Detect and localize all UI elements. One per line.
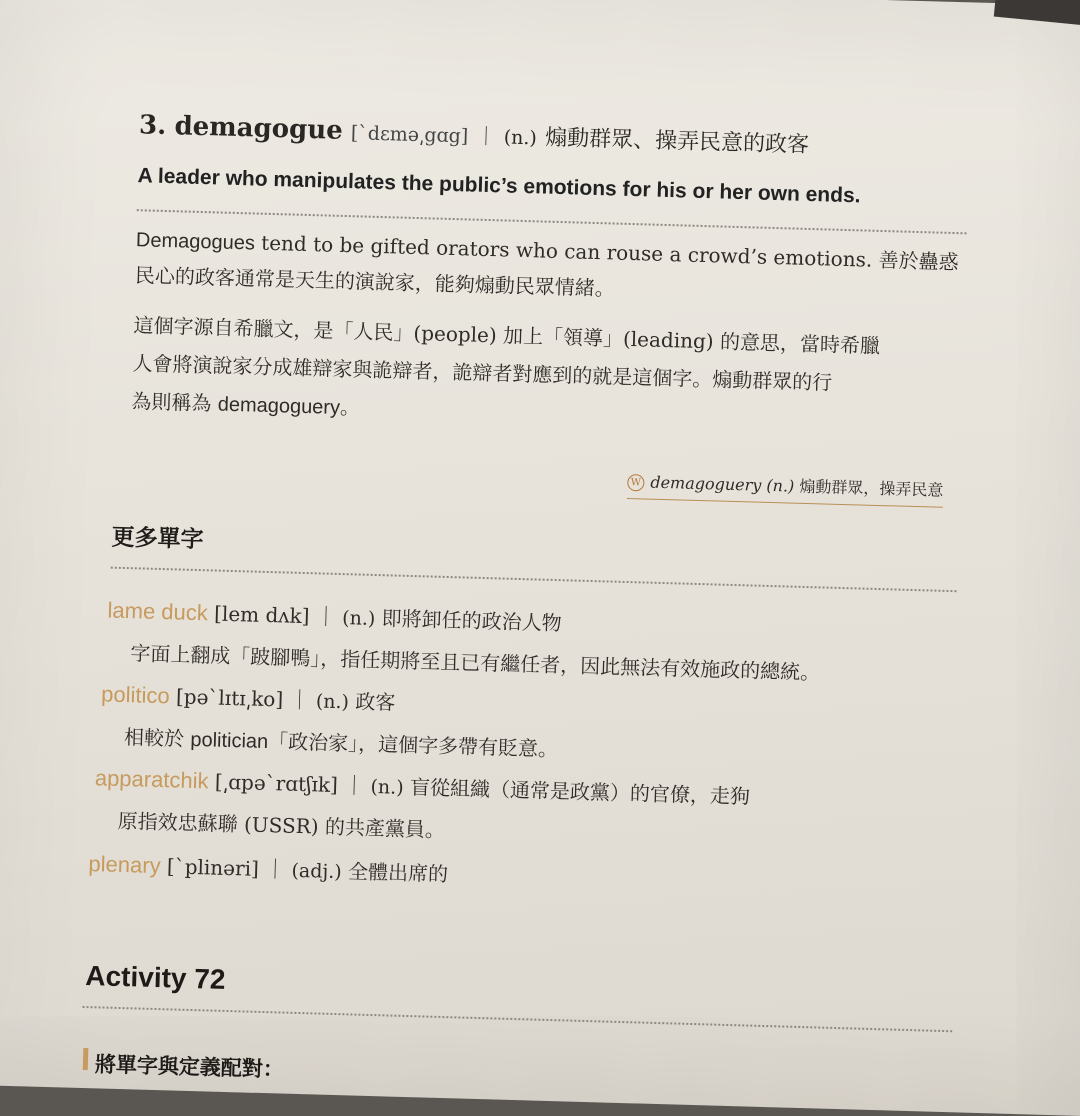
word-pos: (n.) bbox=[315, 690, 350, 714]
entry-zh-definition: 煽動群眾、操弄民意的政客 bbox=[544, 125, 810, 158]
note-keyword: politician bbox=[190, 728, 269, 754]
example-keyword: Demagogues bbox=[135, 229, 256, 255]
word-term: lame duck bbox=[107, 597, 209, 626]
note-start: 相較於 bbox=[123, 725, 191, 751]
origin-line-1: 這個字源自希臘文，是「人民」(people) 加上「領導」(leading) 的意思，當時希臘 bbox=[133, 313, 881, 358]
word-term: apparatchik bbox=[94, 765, 209, 794]
word-pos: (n.) bbox=[341, 607, 376, 630]
w-badge-icon: W bbox=[627, 474, 644, 491]
page-edge-shadow bbox=[994, 0, 1080, 29]
see-also-pos: (n.) bbox=[766, 475, 795, 496]
see-also-zh: 煽動群眾，操弄民意 bbox=[799, 476, 944, 500]
example-zh-start: 善於蠱惑 bbox=[878, 247, 959, 275]
word-row-lame-duck bbox=[107, 595, 562, 637]
origin-line-2: 人會將演說家分成雄辯家與詭辯者，詭辯者對應到的就是這個字。煽動群眾的行 bbox=[132, 351, 833, 395]
word-row-politico bbox=[101, 678, 396, 715]
example-sentence: tend to be gifted orators who can rouse a crowd’s emotions. bbox=[254, 230, 879, 272]
entry-number: 3. bbox=[138, 110, 167, 141]
word-zh: 政客 bbox=[355, 689, 396, 715]
word-note-politico bbox=[124, 721, 559, 762]
word-pos: (n.) bbox=[370, 775, 404, 799]
word-term: plenary bbox=[88, 851, 161, 879]
divider-dotted-2 bbox=[111, 567, 957, 593]
word-zh: 即將卸任的政治人物 bbox=[381, 606, 562, 636]
word-zh: 全體出席的 bbox=[347, 859, 449, 887]
word-zh: 盲從組織（通常是政黨）的官僚，走狗 bbox=[409, 775, 751, 809]
more-words-title: 更多單字 bbox=[111, 523, 204, 553]
word-note-lame-duck: 字面上翻成「跛腳鴨」，指任期將至且已有繼任者，因此無法有效施政的總統。 bbox=[130, 641, 821, 685]
word-separator: ｜ bbox=[264, 857, 286, 882]
word-term: politico bbox=[100, 681, 171, 709]
word-ipa: [͵ɑpəˋrɑtʃɪk] bbox=[214, 769, 339, 798]
origin-line-3 bbox=[131, 391, 360, 418]
entry-ipa: [ˋdɛmə͵gɑg] bbox=[350, 122, 469, 148]
entry-pos: (n.) bbox=[503, 126, 538, 150]
word-separator: ｜ bbox=[289, 687, 310, 713]
see-also-box bbox=[627, 469, 944, 508]
example-line-2: 民心的政客通常是天生的演說家，能夠煽動民眾情緒。 bbox=[134, 263, 616, 301]
word-separator: ｜ bbox=[343, 773, 365, 798]
word-row-plenary bbox=[88, 848, 448, 887]
entry-en-definition: A leader who manipulates the public’s emotions for his or her own ends. bbox=[137, 164, 861, 208]
origin-keyword: demagoguery bbox=[217, 393, 341, 419]
page-content bbox=[84, 109, 980, 1082]
origin-line-3-end: 。 bbox=[339, 394, 361, 420]
word-separator: ｜ bbox=[315, 604, 337, 629]
activity-title: Activity 72 bbox=[84, 960, 226, 995]
task-marker bbox=[83, 1048, 89, 1070]
activity-instruction: 將單字與定義配對： bbox=[94, 1053, 285, 1082]
entry-separator: ｜ bbox=[476, 125, 496, 149]
see-also-word: demagoguery bbox=[650, 472, 762, 495]
note-end: 「政治家」，這個字多帶有貶意。 bbox=[267, 729, 559, 762]
entry-word: demagogue bbox=[174, 111, 344, 146]
word-note-apparatchik: 原指效忠蘇聯 (USSR) 的共產黨員。 bbox=[117, 808, 446, 843]
word-pos: (adj.) bbox=[291, 859, 343, 884]
word-ipa: [lem dʌk] bbox=[213, 601, 310, 629]
word-ipa: [pəˋlɪtɪ͵ko] bbox=[175, 684, 284, 712]
word-row-apparatchik bbox=[95, 762, 751, 809]
divider-dotted-3 bbox=[82, 1006, 952, 1032]
entry-headword bbox=[139, 109, 810, 159]
origin-line-3-start: 為則稱為 bbox=[131, 389, 219, 416]
word-ipa: [ˋplinəri] bbox=[166, 854, 260, 881]
